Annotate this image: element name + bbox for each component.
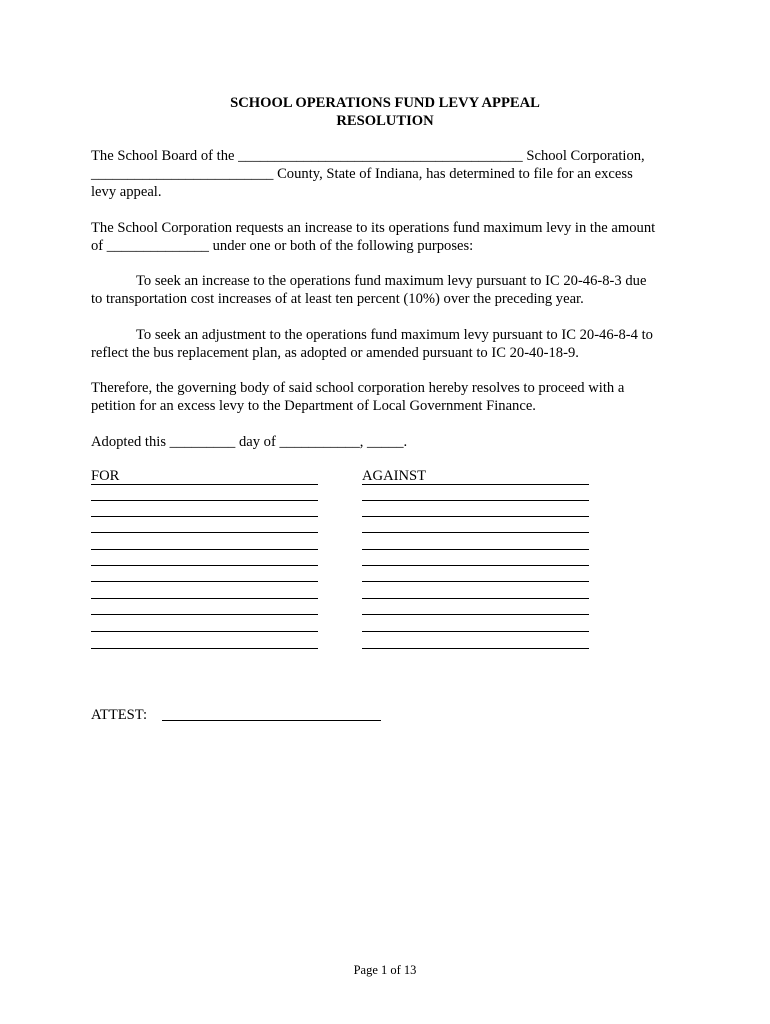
against-signature-column [362, 468, 589, 652]
signature-line [362, 581, 589, 582]
adopted-date-line [91, 433, 683, 451]
paragraph-line: levy appeal. [91, 184, 162, 200]
page-number: Page 1 of 13 [353, 963, 417, 977]
paragraph-purpose-bus-replacement [91, 326, 683, 362]
paragraph-line: of ______________ under one or both of the following purposes: [91, 238, 474, 254]
signature-line [91, 549, 318, 550]
signature-line [362, 549, 589, 550]
paragraph-line: Therefore, the governing body of said school corporation hereby resolves to proceed with a [91, 380, 625, 396]
paragraph-resolution [91, 379, 683, 415]
paragraph-line: The School Corporation requests an increase to its operations fund maximum levy in the amount [91, 220, 656, 236]
adopted-text: Adopted this _________ day of ___________, _____. [91, 434, 408, 450]
for-signature-column [91, 468, 318, 652]
signature-line [362, 500, 589, 501]
paragraph-line: The School Board of the _______________________________________ School Corporation, [91, 148, 645, 164]
paragraph-line: petition for an excess levy to the Department of Local Government Finance. [91, 398, 536, 414]
paragraph-line: To seek an increase to the operations fund maximum levy pursuant to IC 20-46-8-3 due [136, 273, 647, 289]
attest-signature-line [162, 720, 381, 721]
signature-line [91, 532, 318, 533]
signature-line [362, 614, 589, 615]
signature-line [362, 648, 589, 649]
signature-line [91, 614, 318, 615]
signature-line [91, 598, 318, 599]
paragraph-line: _________________________ County, State of Indiana, has determined to file for an excess [91, 166, 633, 182]
for-label: FOR [91, 468, 120, 484]
paragraph-line: to transportation cost increases of at least ten percent (10%) over the preceding year. [91, 291, 584, 307]
paragraph-school-board [91, 147, 683, 201]
paragraph-line: To seek an adjustment to the operations fund maximum levy pursuant to IC 20-46-8-4 to [136, 327, 653, 343]
signature-line [362, 598, 589, 599]
signature-line [91, 565, 318, 566]
signature-line [362, 565, 589, 566]
signature-line [362, 516, 589, 517]
against-heading [362, 468, 589, 485]
paragraph-purpose-transportation [91, 272, 683, 308]
against-label: AGAINST [362, 468, 427, 484]
signature-line [91, 631, 318, 632]
paragraph-request [91, 219, 683, 255]
document-title [0, 94, 770, 130]
signature-line [91, 516, 318, 517]
signature-line [362, 631, 589, 632]
signature-line [362, 532, 589, 533]
title-line-2: RESOLUTION [336, 113, 434, 129]
for-heading [91, 468, 318, 485]
paragraph-line: reflect the bus replacement plan, as adopted or amended pursuant to IC 20-40-18-9. [91, 345, 579, 361]
signature-line [91, 648, 318, 649]
attest-label: ATTEST: [91, 707, 148, 723]
signature-line [91, 581, 318, 582]
signature-line [91, 500, 318, 501]
title-line-1: SCHOOL OPERATIONS FUND LEVY APPEAL [230, 95, 540, 111]
